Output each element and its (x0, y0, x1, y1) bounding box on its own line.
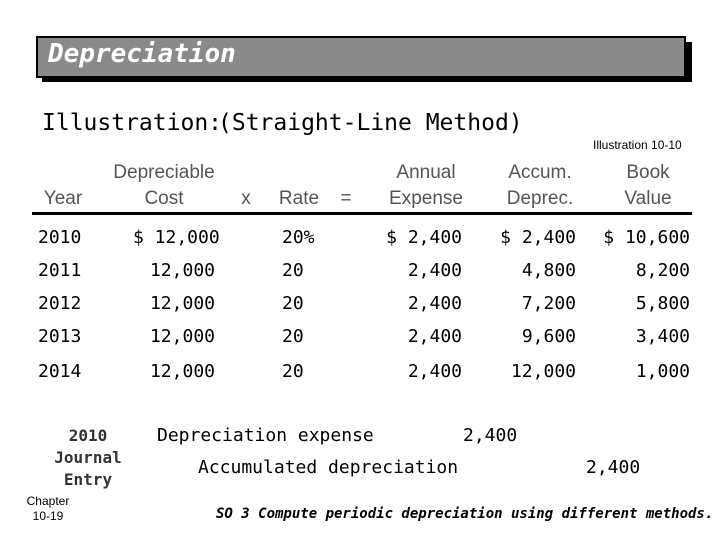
journal-debit-amount: 2,400 (463, 425, 518, 446)
illustration-label: Illustration: (42, 110, 223, 136)
slide-title: Depreciation (48, 39, 236, 69)
row-2012-year: 2012 (38, 293, 82, 314)
row-2012-book: 5,800 (635, 293, 690, 314)
header-rate-line2: Rate (278, 188, 320, 209)
header-accum-line2: Deprec. (506, 188, 574, 209)
header-rule (32, 212, 692, 215)
header-times-line2: x (241, 188, 251, 209)
row-2012-cost: 12,000 (149, 293, 215, 314)
row-2011-book: 8,200 (635, 260, 690, 281)
row-2013-book: 3,400 (635, 326, 690, 347)
header-depreciable-cost (100, 160, 228, 212)
header-year-line1 (30, 160, 96, 186)
row-2013-year: 2013 (38, 326, 82, 347)
row-2010-book: $ 10,600 (603, 227, 690, 248)
row-2011-cost: 12,000 (149, 260, 215, 281)
journal-credit-amount: 2,400 (586, 457, 641, 478)
illustration-reference: Illustration 10-10 (593, 138, 682, 152)
header-book-value (606, 160, 690, 212)
row-2010-cost: $ 12,000 (133, 227, 220, 248)
header-equals-line2: = (340, 188, 352, 209)
journal-debit-account: Depreciation expense (157, 425, 374, 446)
header-year-line2: Year (43, 188, 83, 209)
row-2010-accum: $ 2,400 (500, 227, 576, 248)
journal-entry-title: 2010 Journal Entry (54, 426, 122, 489)
header-cost-line2: Cost (144, 188, 184, 209)
row-2010-rate: 20% (282, 227, 315, 248)
header-expense-line1: Annual (396, 162, 456, 183)
row-2012-accum: 7,200 (521, 293, 576, 314)
row-2014-cost: 12,000 (149, 361, 215, 382)
header-annual-expense (378, 160, 474, 212)
row-2011-expense: 2,400 (407, 260, 462, 281)
header-cost-line1: Depreciable (113, 162, 215, 183)
row-2013-accum: 9,600 (521, 326, 576, 347)
row-2011-rate: 20 (282, 260, 304, 281)
row-2013-cost: 12,000 (149, 326, 215, 347)
row-2014-expense: 2,400 (407, 361, 462, 382)
row-2011-accum: 4,800 (521, 260, 576, 281)
header-equals (336, 160, 356, 212)
header-book-line1: Book (626, 162, 670, 183)
row-2014-rate: 20 (282, 361, 304, 382)
row-2013-rate: 20 (282, 326, 304, 347)
journal-credit-account: Accumulated depreciation (198, 457, 459, 478)
row-2010-expense: $ 2,400 (386, 227, 462, 248)
row-2010-year: 2010 (38, 227, 82, 248)
header-accum-deprec (496, 160, 584, 212)
illustration-method: (Straight-Line Method) (218, 110, 523, 136)
header-rate-line1 (272, 160, 326, 186)
row-2014-accum: 12,000 (510, 361, 576, 382)
header-times (236, 160, 256, 212)
row-2012-expense: 2,400 (407, 293, 462, 314)
row-2011-year: 2011 (38, 260, 82, 281)
header-times-line1 (236, 160, 256, 186)
header-accum-line1: Accum. (508, 162, 572, 183)
chapter-reference: Chapter 10-19 (26, 494, 70, 523)
row-2014-year: 2014 (38, 361, 82, 382)
row-2013-expense: 2,400 (407, 326, 462, 347)
header-rate (272, 160, 326, 212)
header-book-line2: Value (624, 188, 672, 209)
row-2012-rate: 20 (282, 293, 304, 314)
row-2014-book: 1,000 (635, 361, 690, 382)
header-equals-line1 (336, 160, 356, 186)
header-expense-line2: Expense (389, 188, 463, 209)
header-year (30, 160, 96, 212)
learning-objective: SO 3 Compute periodic depreciation using different methods. (216, 506, 714, 522)
